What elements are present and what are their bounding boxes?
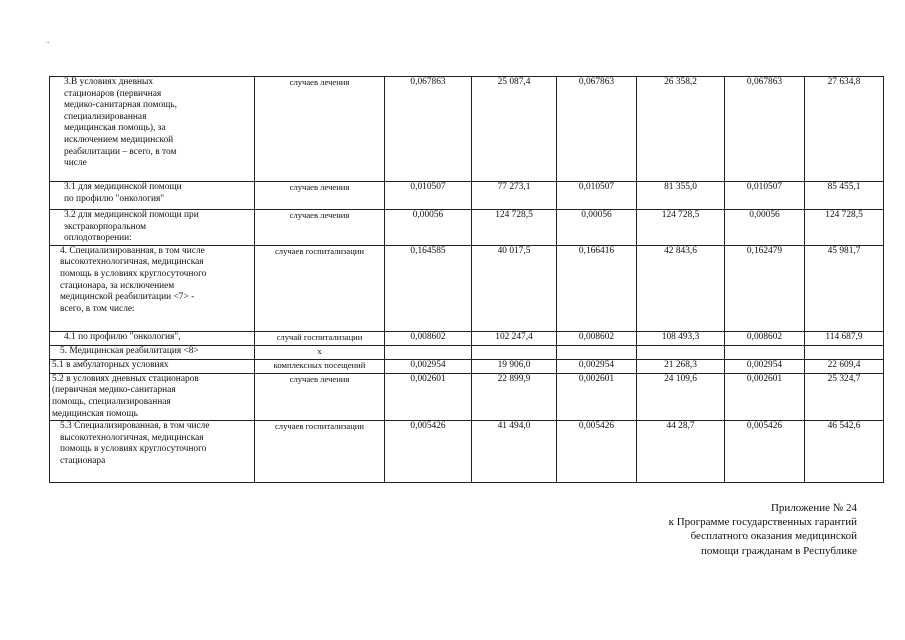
value-cell: 0,010507 <box>557 182 637 210</box>
table-row <box>50 345 884 359</box>
value-cell: 114 687,9 <box>805 331 884 345</box>
value-cell: 0,002954 <box>557 359 637 373</box>
value-cell: 0,067863 <box>385 77 472 182</box>
value-cell: 0,002954 <box>385 359 472 373</box>
row-label: 4.1 по профилю "онкология", <box>50 331 255 345</box>
row-unit: случаев лечения <box>255 210 385 246</box>
value-cell: 25 324,7 <box>805 373 884 420</box>
row-unit: х <box>255 345 385 359</box>
value-cell: 0,162479 <box>725 245 805 331</box>
value-cell: 0,010507 <box>725 182 805 210</box>
value-cell: 0,005426 <box>385 421 472 483</box>
appendix-line: бесплатного оказания медицинской <box>690 530 857 543</box>
row-label: 4. Специализированная, в том числе высокотехнологичная, медицинская помощь в условиях круглосуточного стационара, за исключением медицинской реабилитации <7> - всего, в том числе: <box>50 245 255 331</box>
value-cell: 24 109,6 <box>637 373 725 420</box>
table-row <box>50 182 884 210</box>
value-cell <box>805 345 884 359</box>
value-cell: 26 358,2 <box>637 77 725 182</box>
value-cell: 22 609,4 <box>805 359 884 373</box>
value-cell: 22 899,9 <box>472 373 557 420</box>
value-cell <box>637 345 725 359</box>
appendix-line: к Программе государственных гарантий <box>668 516 857 529</box>
table-row <box>50 359 884 373</box>
value-cell: 0,00056 <box>725 210 805 246</box>
value-cell: 0,002601 <box>385 373 472 420</box>
value-cell: 81 355,0 <box>637 182 725 210</box>
value-cell: 42 843,6 <box>637 245 725 331</box>
row-label: 5.1 в амбулаторных условиях <box>50 359 255 373</box>
value-cell: 21 268,3 <box>637 359 725 373</box>
appendix-caption <box>577 501 857 558</box>
table-row <box>50 245 884 331</box>
value-cell: 0,002954 <box>725 359 805 373</box>
value-cell: 124 728,5 <box>637 210 725 246</box>
value-cell: 0,002601 <box>557 373 637 420</box>
value-cell: 44 28,7 <box>637 421 725 483</box>
value-cell <box>385 345 472 359</box>
value-cell: 0,008602 <box>385 331 472 345</box>
value-cell: 0,005426 <box>725 421 805 483</box>
value-cell: 40 017,5 <box>472 245 557 331</box>
medical-care-volumes-table <box>49 76 884 483</box>
table-row <box>50 210 884 246</box>
value-cell: 77 273,1 <box>472 182 557 210</box>
table-row <box>50 373 884 420</box>
value-cell: 0,00056 <box>557 210 637 246</box>
table-row <box>50 421 884 483</box>
value-cell: 0,005426 <box>557 421 637 483</box>
value-cell: 41 494,0 <box>472 421 557 483</box>
row-label: 5.2 в условиях дневных стационаров (первичная медико-санитарная помощь, специализированная медицинская помощь <box>50 373 255 420</box>
value-cell: 0,067863 <box>725 77 805 182</box>
row-unit: случаев лечения <box>255 373 385 420</box>
value-cell: 85 455,1 <box>805 182 884 210</box>
value-cell: 0,164585 <box>385 245 472 331</box>
value-cell: 124 728,5 <box>472 210 557 246</box>
value-cell: 0,067863 <box>557 77 637 182</box>
value-cell: 0,010507 <box>385 182 472 210</box>
value-cell: 25 087,4 <box>472 77 557 182</box>
value-cell: 124 728,5 <box>805 210 884 246</box>
row-unit: случаев лечения <box>255 77 385 182</box>
row-unit: случаев лечения <box>255 182 385 210</box>
value-cell: 46 542,6 <box>805 421 884 483</box>
page-corner-mark: .. <box>46 37 50 45</box>
table-row <box>50 331 884 345</box>
row-label: 5. Медицинская реабилитация <8> <box>50 345 255 359</box>
row-label: 3.1 для медицинской помощи по профилю "онкология" <box>50 182 255 210</box>
appendix-line: Приложение № 24 <box>770 502 857 514</box>
value-cell <box>725 345 805 359</box>
value-cell: 108 493,3 <box>637 331 725 345</box>
row-unit: случаев госпитализации <box>255 421 385 483</box>
value-cell: 0,008602 <box>557 331 637 345</box>
row-unit: комплексных посещений <box>255 359 385 373</box>
value-cell: 0,008602 <box>725 331 805 345</box>
value-cell: 0,00056 <box>385 210 472 246</box>
row-unit: случай госпитализации <box>255 331 385 345</box>
value-cell <box>557 345 637 359</box>
appendix-line: помощи гражданам в Республике <box>700 544 857 557</box>
row-label: 3.2 для медицинской помощи при экстракорпоральном оплодотворении: <box>50 210 255 246</box>
value-cell <box>472 345 557 359</box>
row-label: 3.В условиях дневных стационаров (первичная медико-санитарная помощь, специализированная медицинская помощь), за исключением медицинской реабилитации – всего, в том числе <box>50 77 255 182</box>
row-label: 5.3 Специализированная, в том числе высокотехнологичная, медицинская помощь в условиях круглосуточного стационара <box>50 421 255 483</box>
value-cell: 0,166416 <box>557 245 637 331</box>
value-cell: 27 634,8 <box>805 77 884 182</box>
row-unit: случаев госпитализации <box>255 245 385 331</box>
value-cell: 45 981,7 <box>805 245 884 331</box>
value-cell: 102 247,4 <box>472 331 557 345</box>
table-row <box>50 77 884 182</box>
value-cell: 19 906,0 <box>472 359 557 373</box>
value-cell: 0,002601 <box>725 373 805 420</box>
